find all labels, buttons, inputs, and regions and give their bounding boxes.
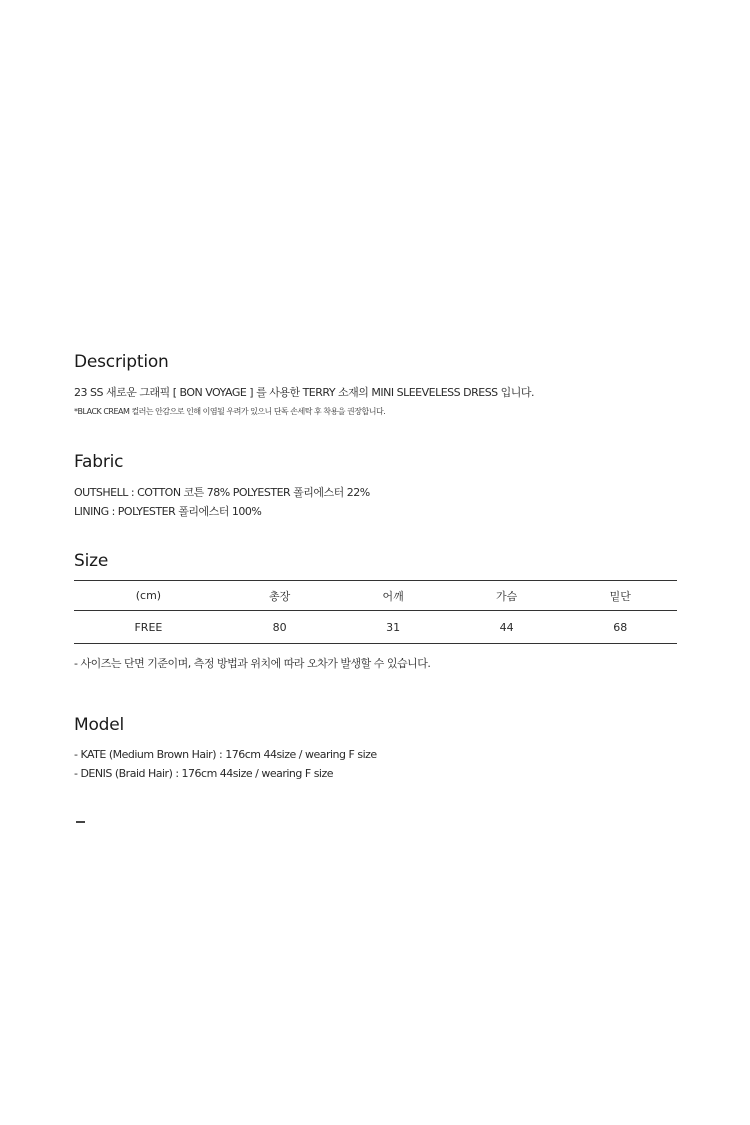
size-header-length: 총장 [268,589,291,603]
model-kate: - KATE (Medium Brown Hair) : 176cm 44size / wearing F size [74,748,377,761]
cropped-heading-fragment [76,821,85,823]
description-note: *BLACK CREAM 컬러는 안감으로 인해 이염될 우려가 있으니 단독 손세탁 후 착용을 권장합니다. [74,407,386,416]
model-title: Model [74,715,125,735]
fabric-lining: LINING : POLYESTER 폴리에스터 100% [74,505,262,518]
size-cell-hem: 68 [613,620,628,634]
model-denis: - DENIS (Braid Hair) : 176cm 44size / wearing F size [74,767,334,780]
fabric-title: Fabric [74,452,124,472]
fabric-outshell: OUTSHELL : COTTON 코튼 78% POLYESTER 폴리에스터 22% [74,486,370,499]
description-title: Description [74,352,169,372]
size-table-header-row [74,581,677,611]
size-cell-chest: 44 [499,620,514,634]
table-row [74,611,677,644]
size-header-chest: 가슴 [496,589,518,603]
size-cell-size: FREE [134,620,163,634]
size-note: - 사이즈는 단면 기준이며, 측정 방법과 위치에 따라 오차가 발생할 수 있습니다. [74,657,431,670]
size-header-hem: 밑단 [609,589,631,603]
size-table [74,580,677,644]
size-cell-length: 80 [272,620,287,634]
size-title: Size [74,551,109,571]
size-header-shoulder: 어깨 [382,589,404,603]
description-text: 23 SS 새로운 그래픽 [ BON VOYAGE ] 를 사용한 TERRY 소재의 MINI SLEEVELESS DRESS 입니다. [74,386,535,399]
size-cell-shoulder: 31 [386,620,401,634]
size-header-unit: (cm) [135,589,162,602]
